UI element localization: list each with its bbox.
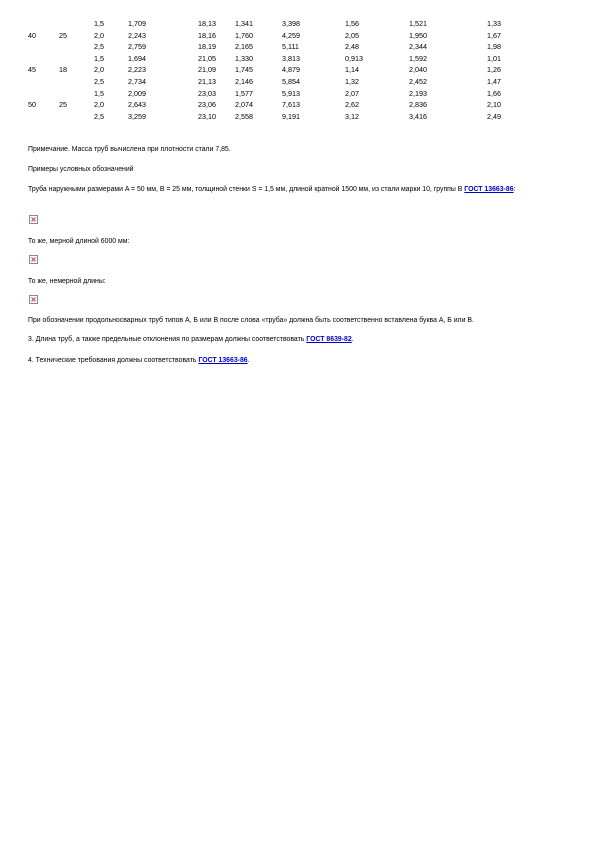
table-row: [28, 53, 568, 65]
table-cell: [59, 76, 94, 88]
table-row: [28, 18, 568, 30]
table-cell: 2,62: [345, 100, 359, 110]
table-cell: 2,558: [235, 111, 253, 121]
broken-image-cross-icon: [31, 257, 36, 262]
table-row: [28, 88, 568, 100]
table-cell: 5,854: [282, 76, 300, 86]
table-cell: [28, 53, 59, 65]
table-cell: 3,12: [345, 111, 359, 121]
table-cell: [28, 41, 59, 53]
table-cell: 1,330: [235, 53, 253, 63]
example-2-text: То же, мерной длиной 6000 мм:: [28, 238, 130, 245]
table-row: [28, 41, 568, 53]
table-cell: 1,577: [235, 88, 253, 98]
broken-image-icon: [29, 295, 38, 304]
item-3-end: .: [351, 336, 354, 343]
example-3-text: То же, немерной длины:: [28, 278, 106, 285]
table-cell: [28, 88, 59, 100]
example-1-text: Труба наружными размерами A = 50 мм, B = 25 мм, толщиной стенки S = 1,5 мм, длиной кратной 1500 мм, из стали марки 10, группы В ГОСТ 13663-86:: [28, 186, 516, 193]
item-3-body: 3. Длина труб, а также предельные отклонения по размерам должны соответствовать: [28, 336, 305, 343]
table-cell: 1,47: [487, 76, 501, 86]
table-row: [28, 76, 568, 88]
item-3-text: [28, 335, 568, 345]
example-1-body: Труба наружными размерами A = 50 мм, B = 25 мм, толщиной стенки S = 1,5 мм, длиной кратной 1500 мм, из стали марки 10, группы В: [28, 186, 463, 193]
table-cell: 21,09: [198, 65, 216, 75]
table-cell: [28, 76, 59, 88]
table-cell: 2,5: [94, 76, 104, 86]
table-cell: [59, 111, 94, 123]
table-cell: 2,05: [345, 30, 359, 40]
item-4-text: [28, 356, 568, 366]
table-cell: 1,341: [235, 19, 253, 28]
broken-image-icon: [29, 255, 38, 264]
table-cell: 3,398: [282, 19, 300, 28]
table-cell: 2,734: [128, 76, 146, 86]
table-cell: 4,879: [282, 65, 300, 75]
marking-rule-text: При обозначении продольносварных труб типов А, Б или В после слова «труба» должна быть соответственно вставлена буква А, Б или В.: [28, 317, 474, 324]
table-cell: 3,813: [282, 53, 300, 63]
table-cell: 1,01: [487, 53, 501, 63]
broken-image-cross-icon: [31, 297, 36, 302]
table-cell: 2,146: [235, 76, 253, 86]
table-cell: 2,009: [128, 88, 146, 98]
table-cell: 1,98: [487, 42, 501, 52]
table-cell: 1,33: [487, 19, 501, 28]
table-cell: 23,10: [198, 111, 216, 121]
table-cell: 1,67: [487, 30, 501, 40]
table-cell: 2,223: [128, 65, 146, 75]
table-cell: [59, 41, 94, 53]
table-cell: 18,13: [198, 19, 216, 28]
table-cell: 1,694: [128, 53, 146, 63]
table-cell: 1,592: [409, 53, 427, 63]
table-cell: 2,49: [487, 111, 501, 121]
table-cell: 25: [59, 100, 67, 110]
table-cell: 7,613: [282, 100, 300, 110]
table-cell: 4,259: [282, 30, 300, 40]
table-cell: 2,0: [94, 100, 104, 110]
table-cell: 1,760: [235, 30, 253, 40]
table-cell: 1,5: [94, 53, 104, 63]
table-cell: 1,56: [345, 19, 359, 28]
table-cell: 1,950: [409, 30, 427, 40]
table-note: Примечание. Масса труб вычислена при плотности стали 7,85.: [28, 146, 231, 153]
table-cell: 50: [28, 100, 36, 110]
table-cell: 9,191: [282, 111, 300, 121]
gost-13663-86-link-2[interactable]: ГОСТ 13663-86: [198, 357, 248, 364]
item-4-end: .: [247, 357, 250, 364]
table-cell: 2,07: [345, 88, 359, 98]
table-cell: 25: [59, 30, 67, 40]
table-cell: 1,26: [487, 65, 501, 75]
table-cell: 2,5: [94, 42, 104, 52]
table-cell: 45: [28, 65, 36, 75]
table-cell: 1,66: [487, 88, 501, 98]
table-cell: [28, 18, 59, 30]
examples-heading: Примеры условных обозначений: [28, 166, 134, 173]
table-cell: 1,32: [345, 76, 359, 86]
table-cell: 2,759: [128, 42, 146, 52]
table-cell: 2,48: [345, 42, 359, 52]
gost-8639-82-link[interactable]: ГОСТ 8639-82: [306, 336, 352, 343]
pipe-dimensions-table: [28, 18, 568, 122]
table-cell: 0,913: [345, 53, 363, 63]
table-cell: [59, 53, 94, 65]
gost-13663-86-link-1[interactable]: ГОСТ 13663-86: [464, 186, 514, 193]
table-cell: 2,0: [94, 65, 104, 75]
table-cell: [59, 18, 94, 30]
table-cell: 21,13: [198, 76, 216, 86]
table-body: [28, 18, 568, 122]
table-cell: 1,709: [128, 19, 146, 28]
table-cell: 2,193: [409, 88, 427, 98]
table-cell: [59, 88, 94, 100]
table-cell: 3,416: [409, 111, 427, 121]
table-cell: 1,5: [94, 19, 104, 28]
table-cell: 5,111: [282, 42, 299, 52]
table-cell: 5,913: [282, 88, 300, 98]
table-cell: 2,0: [94, 30, 104, 40]
broken-image-cross-icon: [31, 217, 36, 222]
table-cell: 21,05: [198, 53, 216, 63]
table-cell: 18,16: [198, 30, 216, 40]
table-row: [28, 111, 568, 123]
table-cell: 18: [59, 65, 67, 75]
table-cell: 18,19: [198, 42, 216, 52]
table-row: [28, 99, 568, 111]
table-cell: 1,521: [409, 19, 427, 28]
table-cell: 2,5: [94, 111, 104, 121]
item-4-body: 4. Технические требования должны соответствовать: [28, 357, 197, 364]
table-cell: 2,165: [235, 42, 253, 52]
table-cell: 2,243: [128, 30, 146, 40]
table-cell: 2,10: [487, 100, 501, 110]
table-cell: 3,259: [128, 111, 146, 121]
table-cell: 2,074: [235, 100, 253, 110]
table-cell: 2,452: [409, 76, 427, 86]
table-cell: 1,14: [345, 65, 359, 75]
table-cell: 1,5: [94, 88, 104, 98]
table-cell: 23,03: [198, 88, 216, 98]
table-cell: 2,836: [409, 100, 427, 110]
table-cell: 23,06: [198, 100, 216, 110]
table-cell: 2,344: [409, 42, 427, 52]
table-cell: 40: [28, 30, 36, 40]
table-cell: [28, 111, 59, 123]
table-cell: 2,643: [128, 100, 146, 110]
table-row: [28, 30, 568, 42]
broken-image-icon: [29, 215, 38, 224]
table-row: [28, 64, 568, 76]
table-cell: 2,040: [409, 65, 427, 75]
table-cell: 1,745: [235, 65, 253, 75]
